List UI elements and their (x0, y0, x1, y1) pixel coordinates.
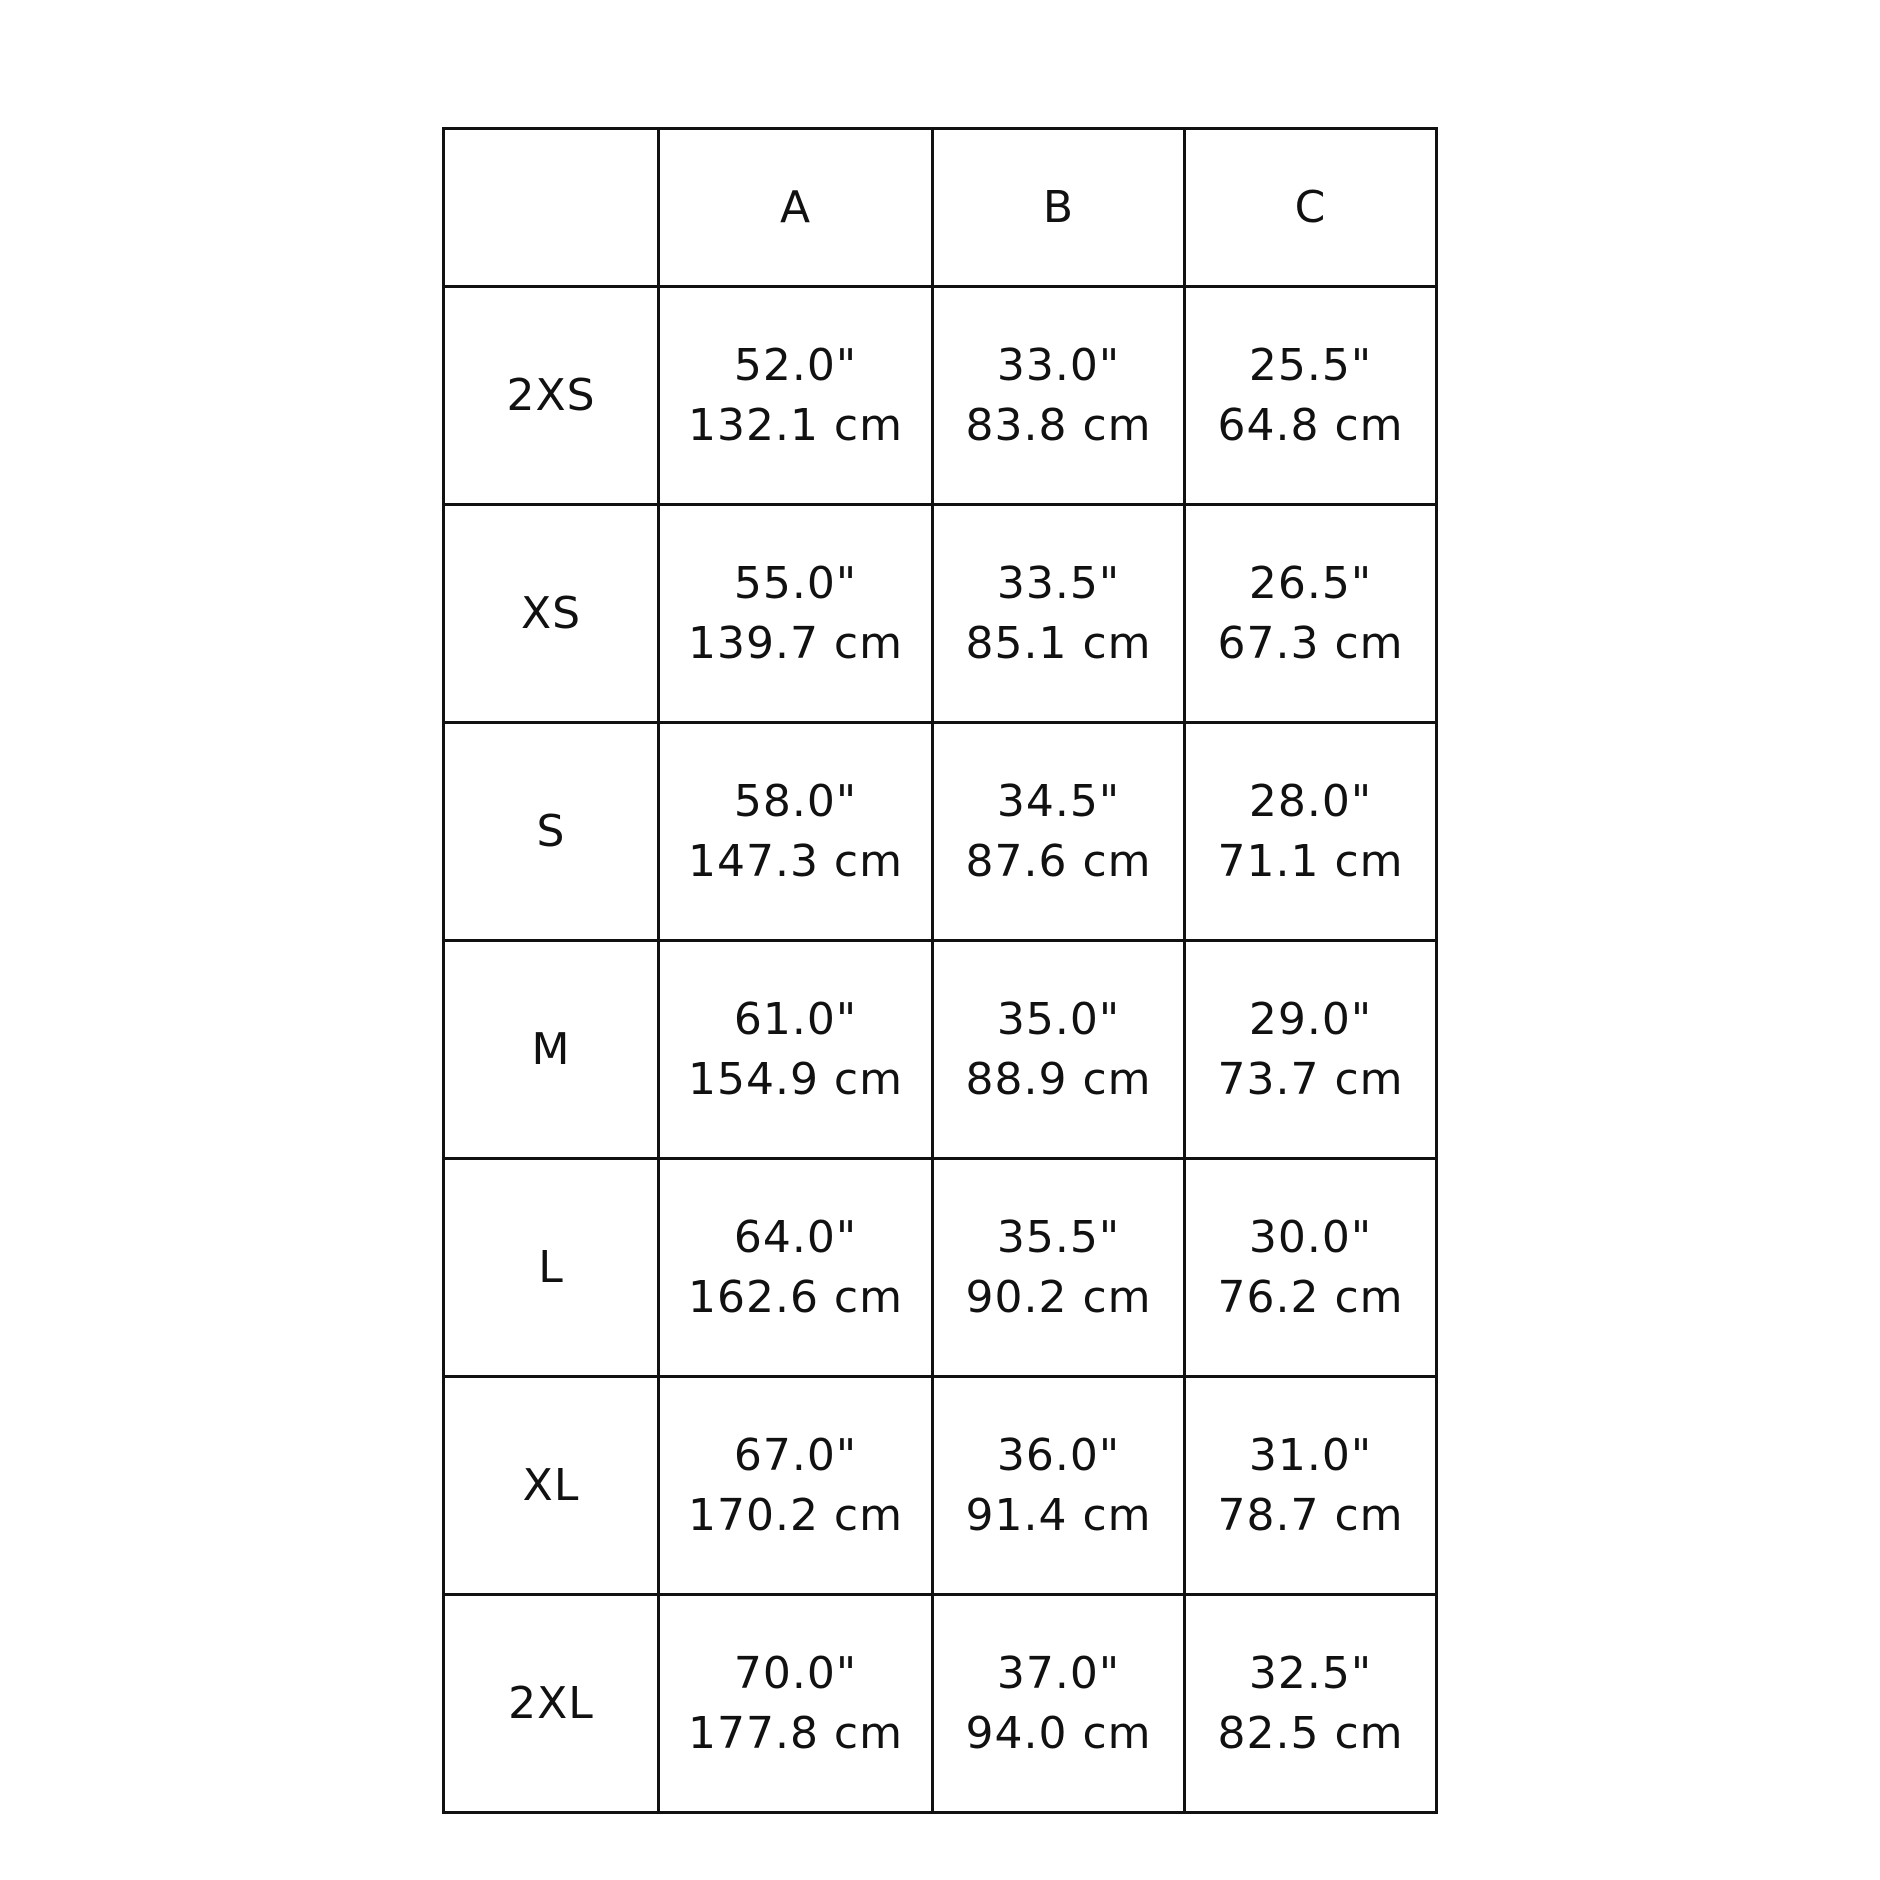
inches-value: 70.0" (733, 1647, 858, 1699)
inches-value: 35.0" (996, 993, 1121, 1045)
cm-value: 147.3 cm (687, 835, 903, 887)
measurement-cell (659, 941, 933, 1159)
inches-value: 34.5" (996, 775, 1121, 827)
cm-value: 170.2 cm (687, 1489, 903, 1541)
inches-value: 67.0" (733, 1429, 858, 1481)
inches-value: 33.0" (996, 339, 1121, 391)
size-label: 2XS (444, 287, 659, 505)
measurement-cell (659, 1377, 933, 1595)
measurement-cell (1185, 1159, 1437, 1377)
table-row (444, 1595, 1437, 1813)
inches-value: 29.0" (1248, 993, 1373, 1045)
measurement-cell (1185, 941, 1437, 1159)
cm-value: 76.2 cm (1217, 1271, 1404, 1323)
measurement-cell (659, 723, 933, 941)
cm-value: 162.6 cm (687, 1271, 903, 1323)
column-header-c: C (1185, 129, 1437, 287)
inches-value: 28.0" (1248, 775, 1373, 827)
cm-value: 132.1 cm (687, 399, 903, 451)
table-row (444, 941, 1437, 1159)
size-label: S (444, 723, 659, 941)
measurement-cell (1185, 505, 1437, 723)
inches-value: 31.0" (1248, 1429, 1373, 1481)
inches-value: 35.5" (996, 1211, 1121, 1263)
table-row (444, 287, 1437, 505)
cm-value: 94.0 cm (965, 1707, 1152, 1759)
size-chart-table (442, 127, 1438, 1814)
cm-value: 78.7 cm (1217, 1489, 1404, 1541)
cm-value: 87.6 cm (965, 835, 1152, 887)
inches-value: 64.0" (733, 1211, 858, 1263)
measurement-cell (1185, 1377, 1437, 1595)
inches-value: 36.0" (996, 1429, 1121, 1481)
cm-value: 91.4 cm (965, 1489, 1152, 1541)
measurement-cell (1185, 723, 1437, 941)
measurement-cell (659, 287, 933, 505)
measurement-cell (933, 941, 1185, 1159)
cm-value: 90.2 cm (965, 1271, 1152, 1323)
inches-value: 55.0" (733, 557, 858, 609)
table-row (444, 723, 1437, 941)
cm-value: 83.8 cm (965, 399, 1152, 451)
measurement-cell (933, 287, 1185, 505)
cm-value: 154.9 cm (687, 1053, 903, 1105)
column-header-b: B (933, 129, 1185, 287)
inches-value: 52.0" (733, 339, 858, 391)
measurement-cell (933, 723, 1185, 941)
measurement-cell (659, 1159, 933, 1377)
inches-value: 25.5" (1248, 339, 1373, 391)
inches-value: 32.5" (1248, 1647, 1373, 1699)
measurement-cell (659, 505, 933, 723)
size-label: M (444, 941, 659, 1159)
inches-value: 37.0" (996, 1647, 1121, 1699)
column-header-a: A (659, 129, 933, 287)
inches-value: 26.5" (1248, 557, 1373, 609)
corner-cell (444, 129, 659, 287)
measurement-cell (933, 1159, 1185, 1377)
inches-value: 30.0" (1248, 1211, 1373, 1263)
cm-value: 139.7 cm (687, 617, 903, 669)
header-row (444, 129, 1437, 287)
size-label: XS (444, 505, 659, 723)
cm-value: 73.7 cm (1217, 1053, 1404, 1105)
table-row (444, 505, 1437, 723)
measurement-cell (1185, 287, 1437, 505)
table-row (444, 1377, 1437, 1595)
size-label: 2XL (444, 1595, 659, 1813)
cm-value: 177.8 cm (687, 1707, 903, 1759)
cm-value: 88.9 cm (965, 1053, 1152, 1105)
cm-value: 64.8 cm (1217, 399, 1404, 451)
cm-value: 71.1 cm (1217, 835, 1404, 887)
inches-value: 58.0" (733, 775, 858, 827)
cm-value: 85.1 cm (965, 617, 1152, 669)
size-label: XL (444, 1377, 659, 1595)
measurement-cell (659, 1595, 933, 1813)
inches-value: 61.0" (733, 993, 858, 1045)
measurement-cell (933, 1595, 1185, 1813)
measurement-cell (933, 1377, 1185, 1595)
size-label: L (444, 1159, 659, 1377)
measurement-cell (1185, 1595, 1437, 1813)
inches-value: 33.5" (996, 557, 1121, 609)
cm-value: 82.5 cm (1217, 1707, 1404, 1759)
cm-value: 67.3 cm (1217, 617, 1404, 669)
table-row (444, 1159, 1437, 1377)
measurement-cell (933, 505, 1185, 723)
